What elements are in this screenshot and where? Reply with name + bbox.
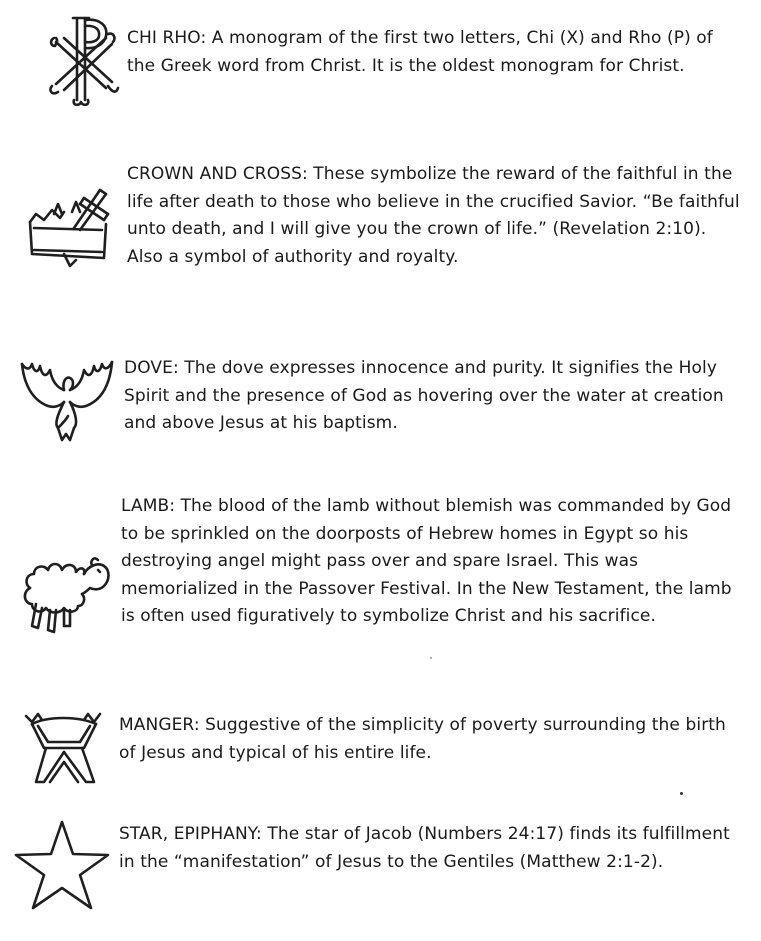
crown-and-cross-icon — [24, 184, 116, 274]
entry-text: STAR, EPIPHANY: The star of Jacob (Numbers 24:17) finds its fulfillment in the “manifestation” of Jesus to the Gentiles (Matthew 2:1-2). — [119, 824, 730, 872]
scan-speck — [430, 657, 432, 659]
scan-speck — [680, 792, 683, 795]
entry-text: CHI RHO: A monogram of the first two letters, Chi (X) and Rho (P) of the Greek word from Christ. It is the oldest monogram for Christ. — [127, 28, 713, 76]
entry-text: MANGER: Suggestive of the simplicity of poverty surrounding the birth of Jesus and typical of his entire life. — [119, 715, 726, 763]
manger-icon — [22, 708, 106, 788]
dove-icon — [18, 354, 116, 446]
chi-rho-icon — [46, 12, 122, 108]
entry-text: DOVE: The dove expresses innocence and purity. It signifies the Holy Spirit and the presence of God as hovering over the water at creation and above Jesus at his baptism. — [124, 358, 724, 433]
entry-text: CROWN AND CROSS: These symbolize the reward of the faithful in the life after death to those who believe in the crucified Savior. “Be faithful unto death, and I will give you the crown of life.” (Revelation 2:10). Also a symbol of authority and royalty. — [127, 164, 740, 267]
star-icon — [12, 818, 112, 912]
entry-text: LAMB: The blood of the lamb without blemish was commanded by God to be sprinkled on the doorposts of Hebrew homes in Egypt so his destroying angel might pass over and spare Israel. This was memorialized in the Passover Festival. In the New Testament, the lamb is often used figuratively to symbolize Christ and his sacrifice. — [121, 496, 732, 626]
lamb-icon — [20, 548, 112, 640]
